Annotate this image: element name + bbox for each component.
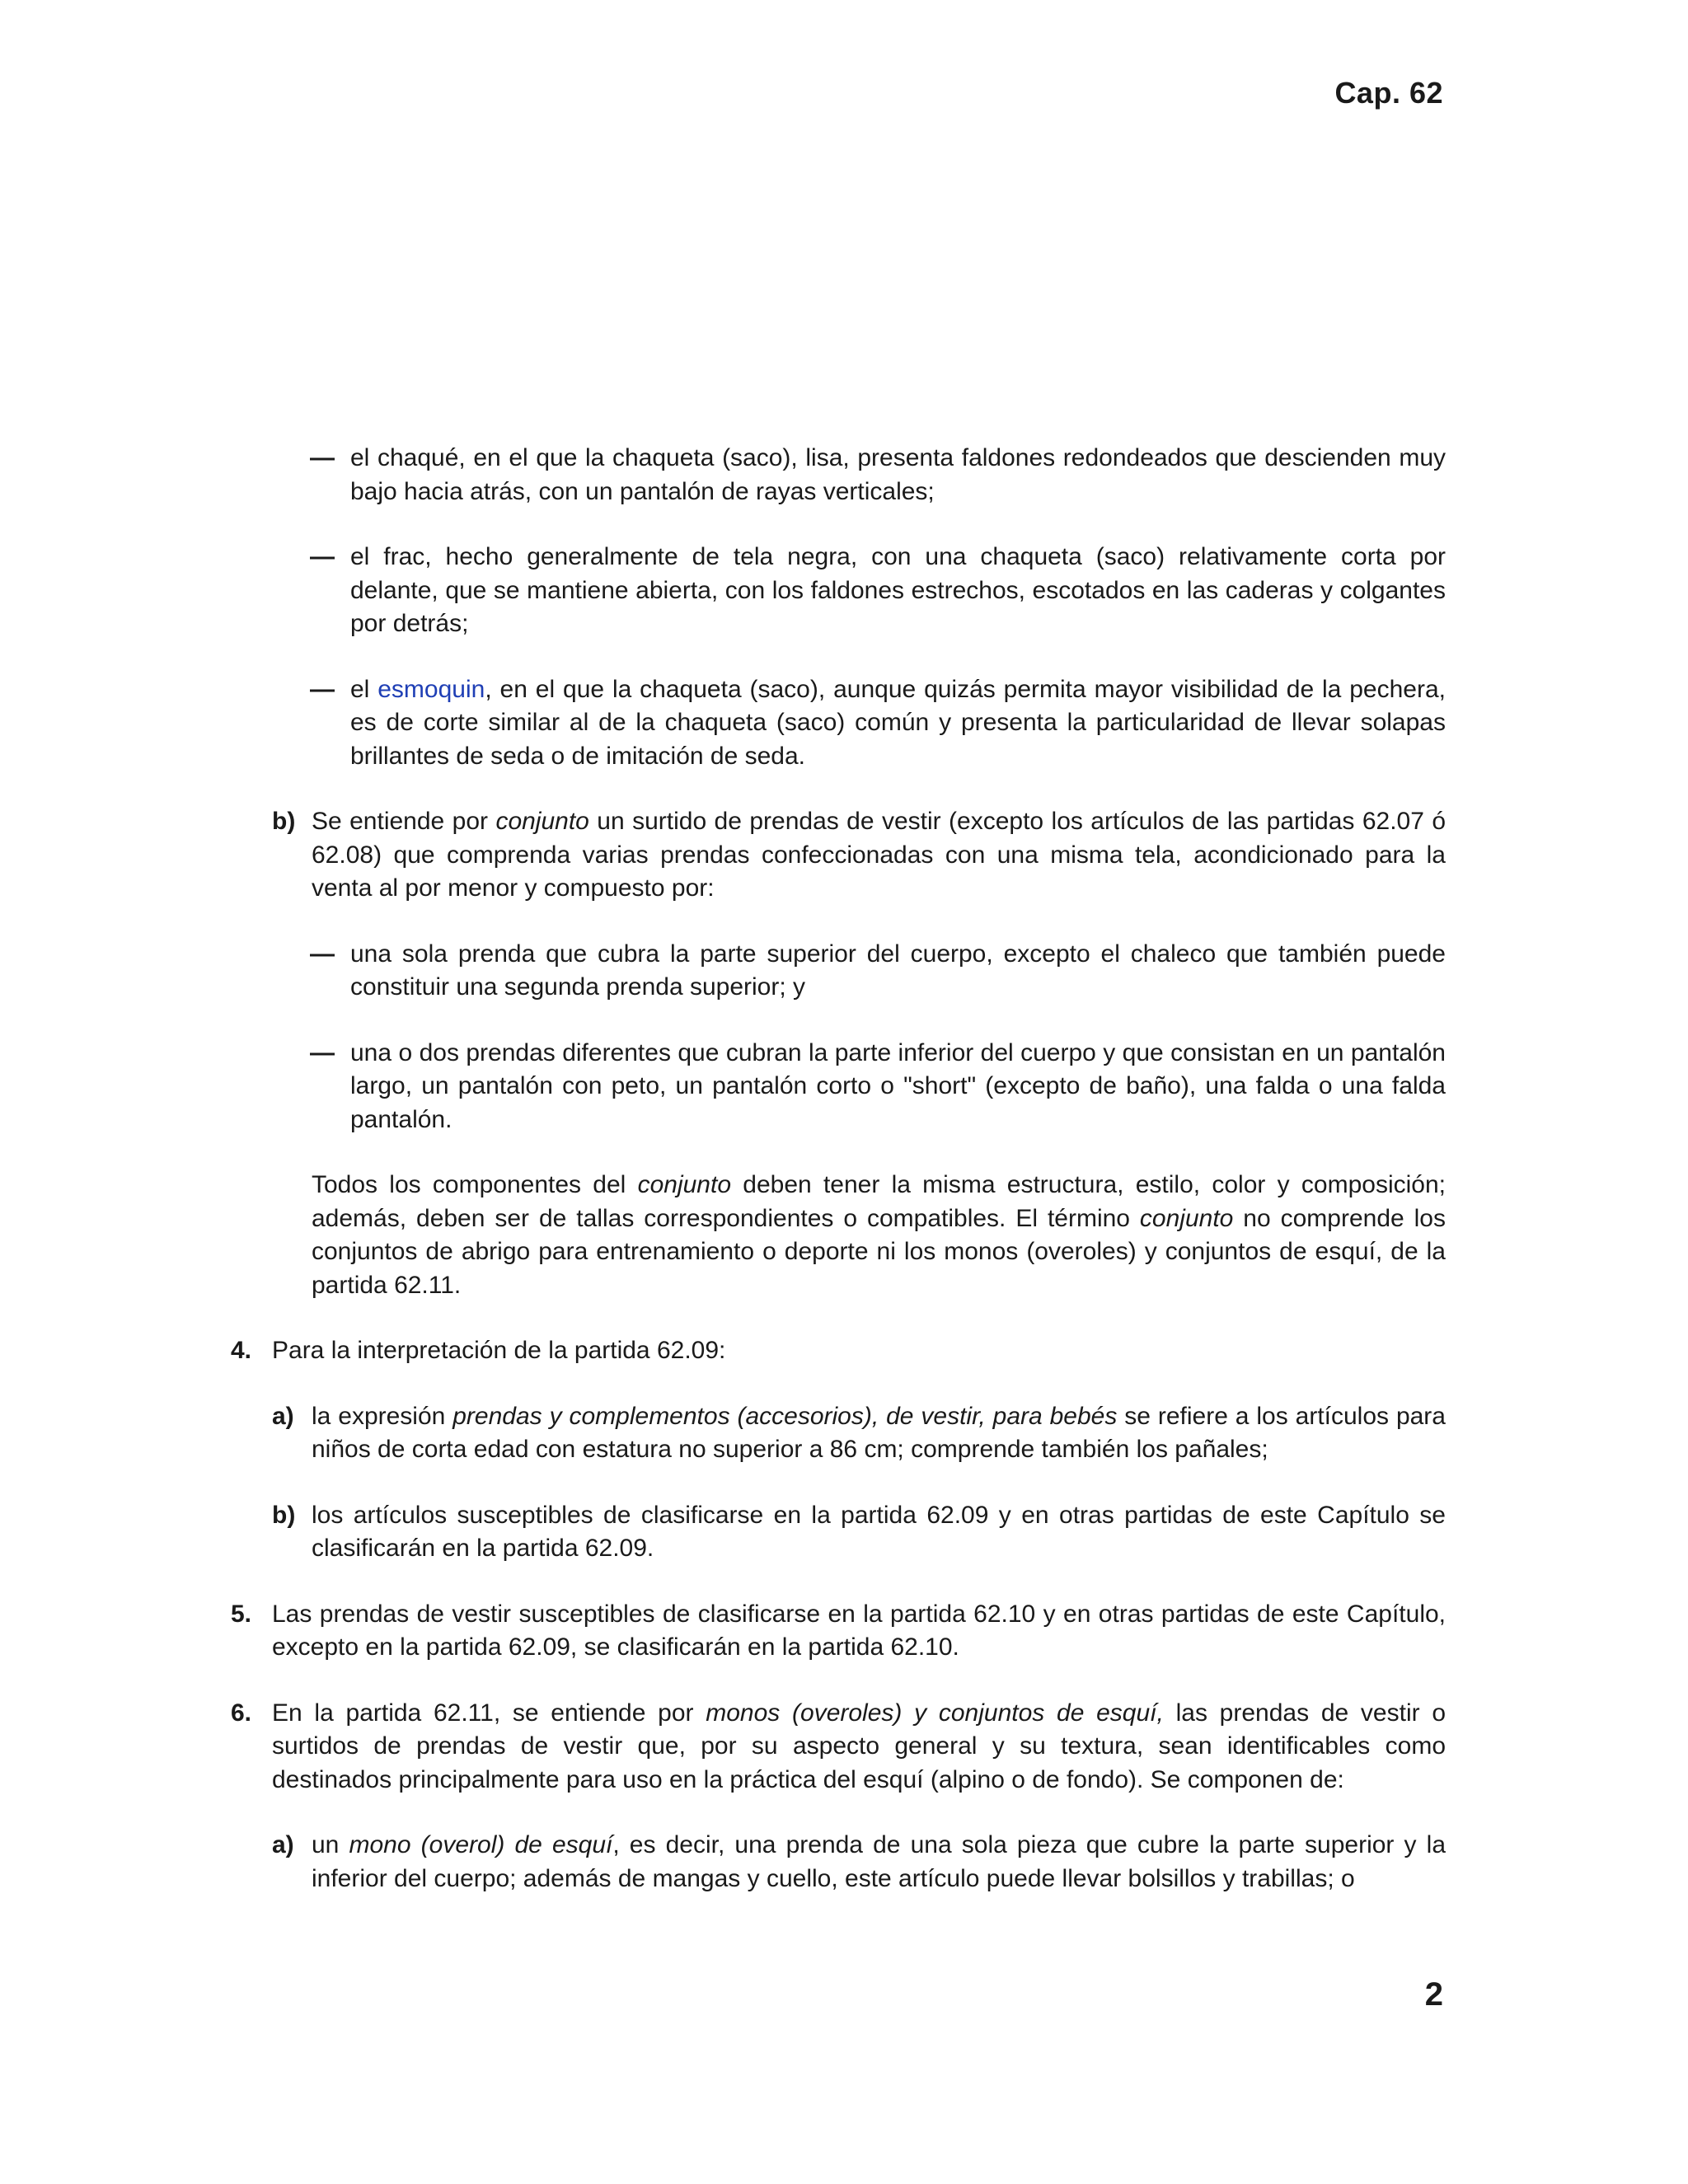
italic-term: conjunto (1139, 1204, 1234, 1232)
text-segment: un (312, 1831, 349, 1858)
number-marker: 5. (231, 1600, 252, 1628)
letter-marker: a) (272, 1402, 294, 1430)
paragraph-text (272, 1697, 1446, 1797)
text-segment: la expresión (312, 1402, 453, 1430)
list-item-prenda-superior (231, 938, 1446, 1005)
note-4 (231, 1334, 1446, 1368)
text-segment: no comprende los conjuntos de abrigo para entrenamiento o deporte ni los monos (overoles) y conjuntos de esquí, de la partida 62.11. (312, 1204, 1446, 1299)
list-item-esmoquin (231, 673, 1446, 774)
paragraph-text (312, 805, 1446, 906)
dash-marker: — (310, 675, 335, 703)
note-4-a (231, 1400, 1446, 1467)
paragraph-text: una o dos prendas diferentes que cubran la parte inferior del cuerpo y que consistan en un pantalón largo, un pantalón con peto, un pantalón corto o "short" (excepto de baño), una falda o una falda pantalón. (350, 1038, 1446, 1133)
note-5 (231, 1598, 1446, 1665)
list-item-chaque (231, 442, 1446, 509)
italic-term: monos (overoles) y conjuntos de esquí, (706, 1699, 1164, 1727)
paragraph-text (350, 673, 1446, 774)
list-item-prenda-inferior (231, 1037, 1446, 1137)
paragraph-text (312, 1400, 1446, 1467)
paragraph-text: Para la interpretación de la partida 62.09: (272, 1337, 726, 1364)
document-body (231, 442, 1446, 1928)
paragraph-text: una sola prenda que cubra la parte superior del cuerpo, excepto el chaleco que también puede constituir una segunda prenda superior; y (350, 940, 1446, 1001)
text-segment: Todos los componentes del (312, 1171, 638, 1198)
paragraph-text: el frac, hecho generalmente de tela negra, con una chaqueta (saco) relativamente corta por delante, que se mantiene abierta, con los faldones estrechos, escotados en las caderas y colgantes por detrás; (350, 543, 1446, 637)
text-segment: , es decir, una prenda de una sola pieza que cubre la parte superior y la inferior del cuerpo; además de mangas y cuello, este artículo puede llevar bolsillos y trabillas; o (312, 1831, 1447, 1892)
text-segment: , en el que la chaqueta (saco), aunque quizás permita mayor visibilidad de la pechera, es de corte similar al de la chaqueta (saco) común y presenta la particularidad de llevar solapas brillantes de seda o de imitación de seda. (350, 675, 1446, 770)
list-item-b-conjunto (231, 805, 1446, 906)
note-4-b (231, 1499, 1446, 1566)
paragraph-text: el chaqué, en el que la chaqueta (saco), lisa, presenta faldones redondeados que descienden muy bajo hacia atrás, con un pantalón de rayas verticales; (350, 444, 1446, 505)
text-segment: se refiere a los artículos para niños de corta edad con estatura no superior a 86 cm; comprende también los pañales; (312, 1402, 1446, 1463)
dash-marker: — (310, 444, 335, 471)
letter-marker: a) (272, 1831, 294, 1858)
note-6 (231, 1697, 1446, 1797)
chapter-header: Cap. 62 (1334, 76, 1443, 110)
number-marker: 4. (231, 1337, 252, 1364)
list-item-frac (231, 541, 1446, 641)
dash-marker: — (310, 1038, 335, 1066)
dash-marker: — (310, 940, 335, 968)
text-segment: las prendas de vestir o surtidos de prendas de vestir que, por su aspecto general y su textura, sean identificables como destinados principalmente para uso en la práctica del esquí (alpino o de fondo). Se componen de: (272, 1699, 1447, 1793)
paragraph-text: Las prendas de vestir susceptibles de clasificarse en la partida 62.10 y en otras partidas de este Capítulo, excepto en la partida 62.09, se clasificarán en la partida 62.10. (272, 1600, 1446, 1661)
page-number: 2 (1424, 1976, 1443, 2013)
number-marker: 6. (231, 1699, 252, 1727)
dash-marker: — (310, 543, 335, 570)
esmoquin-link[interactable]: esmoquin (377, 675, 485, 703)
text-segment: el (350, 675, 378, 703)
italic-term: mono (overol) de esquí (349, 1831, 613, 1858)
text-segment: deben tener la misma estructura, estilo, color y composición; además, deben ser de tallas correspondientes o compatibles. El término (312, 1171, 1446, 1232)
text-segment: Se entiende por (312, 808, 496, 835)
paragraph-text (312, 1829, 1446, 1896)
italic-term: conjunto (637, 1171, 732, 1198)
letter-marker: b) (272, 808, 296, 835)
italic-term: conjunto (495, 808, 589, 835)
italic-term: prendas y complementos (accesorios), de vestir, para bebés (452, 1402, 1118, 1430)
text-segment: En la partida 62.11, se entiende por (272, 1699, 706, 1727)
text-segment: un surtido de prendas de vestir (excepto los artículos de las partidas 62.07 ó 62.08) que comprenda varias prendas confeccionadas con una misma tela, acondicionado para la venta al por menor y compuesto por: (312, 808, 1446, 902)
paragraph-todos-componentes (231, 1169, 1446, 1302)
note-6-a (231, 1829, 1446, 1896)
paragraph-text (312, 1169, 1446, 1302)
paragraph-text: los artículos susceptibles de clasificarse en la partida 62.09 y en otras partidas de este Capítulo se clasificarán en la partida 62.09. (312, 1501, 1446, 1562)
letter-marker: b) (272, 1501, 296, 1529)
